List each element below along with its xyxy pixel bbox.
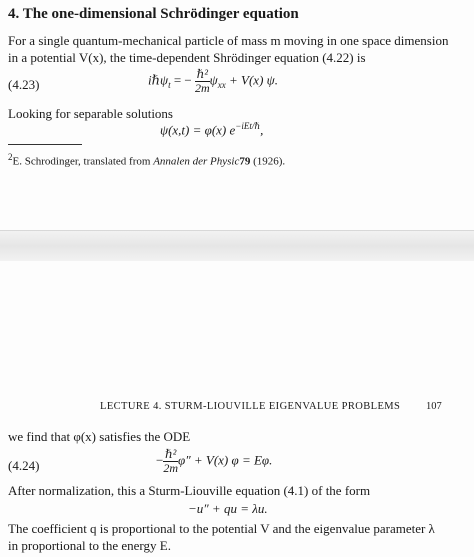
equation-number-4-24: (4.24) bbox=[8, 458, 40, 473]
page-number: 107 bbox=[426, 401, 442, 412]
ode-text: we find that φ(x) satisfies the ODE bbox=[8, 429, 191, 444]
footnote bbox=[8, 152, 285, 168]
eq1-rhs1-sub: xx bbox=[217, 80, 226, 91]
eq1-lhs: iℏψ bbox=[148, 72, 169, 88]
eq1-rhs2: + V(x) ψ. bbox=[225, 72, 278, 88]
after-normalization-text: After normalization, this a Sturm-Liouville equation (4.1) of the form bbox=[8, 483, 371, 498]
sep-lhs: ψ(x,t) = φ(x) e bbox=[160, 122, 236, 138]
eq1-frac-den: 2m bbox=[195, 81, 210, 95]
sturm-liouville-equation: −u″ + qu = λu. bbox=[188, 501, 268, 516]
sep-exponent: −iEt/ℏ bbox=[235, 121, 261, 131]
eq1-lhs-sub: t bbox=[168, 80, 171, 91]
eq1-fraction bbox=[195, 68, 210, 95]
section-heading: 4. The one-dimensional Schrödinger equation bbox=[8, 6, 299, 22]
sep-tail: , bbox=[260, 122, 264, 138]
intro-line-2: in a potential V(x), the time-dependent Shrödinger equation (4.22) is bbox=[8, 50, 366, 65]
eq2-minus: − bbox=[156, 452, 164, 468]
equation-4-24 bbox=[156, 448, 272, 475]
footnote-author: E. Schrodinger, translated from bbox=[12, 155, 154, 168]
page-gap bbox=[0, 230, 474, 262]
separable-text: Looking for separable solutions bbox=[8, 106, 173, 121]
intro-line-1: For a single quantum-mechanical particle of mass m moving in one space dimension bbox=[8, 33, 449, 48]
running-head: LECTURE 4. STURM-LIOUVILLE EIGENVALUE PROBLEMS bbox=[100, 401, 401, 412]
coefficient-line-2: in proportional to the energy E. bbox=[8, 538, 171, 553]
footnote-mark: 2 bbox=[8, 152, 13, 162]
eq1-frac-num: ℏ² bbox=[196, 67, 208, 81]
page-bottom bbox=[0, 261, 474, 557]
footnote-rule bbox=[8, 144, 82, 145]
footnote-volume: 79 bbox=[239, 155, 251, 168]
eq2-fraction bbox=[163, 448, 178, 475]
coefficient-line-1: The coefficient q is proportional to the potential V and the eigenvalue parameter λ bbox=[8, 521, 435, 536]
footnote-year: (1926). bbox=[250, 155, 286, 168]
eq2-frac-num: ℏ² bbox=[165, 447, 177, 461]
eq1-rhs1: ψ bbox=[209, 72, 218, 88]
equation-4-23 bbox=[148, 68, 278, 95]
eq1-equals: = − bbox=[170, 72, 192, 88]
equation-number-4-23: (4.23) bbox=[8, 77, 40, 92]
page-top bbox=[0, 0, 474, 230]
eq2-frac-den: 2m bbox=[163, 461, 179, 475]
eq2-rest: φ″ + V(x) φ = Eφ. bbox=[178, 452, 273, 468]
footnote-journal: Annalen der Physic bbox=[153, 155, 240, 168]
separable-equation bbox=[160, 121, 263, 138]
